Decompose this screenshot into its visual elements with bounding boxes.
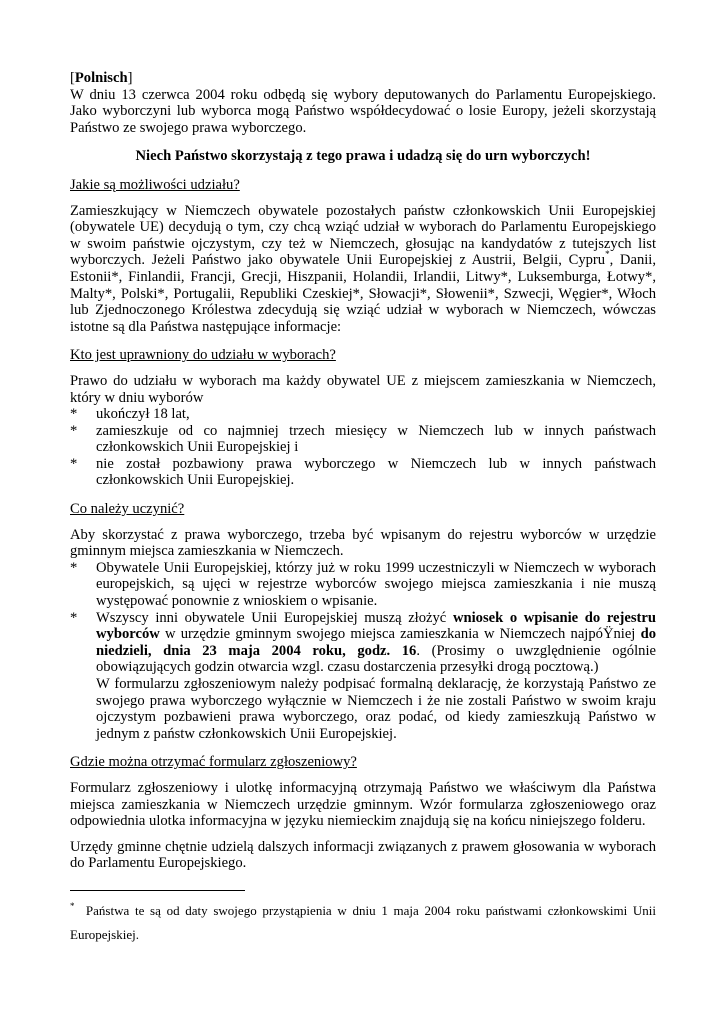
eligibility-paragraph: Prawo do udziału w wyborach ma każdy obywatel UE z miejscem zamieszkania w Niemczech, który w dniu wyborów [70,372,656,406]
section-heading-what-to-do: Co należy uczynić? [70,501,185,518]
what-to-do-paragraph: Aby skorzystać z prawa wyborczego, trzeba być wpisanym do rejestru wyborców w urzędzie gminnym miejsca zamieszkania w Niemczech. [70,526,656,560]
document-page [70,70,656,947]
where-form-paragraph: Formularz zgłoszeniowy i ulotkę informacyjną otrzymają Państwo we właściwym dla Państwa miejsca zamieszkania w Niemczech urzędzie gminnym. Wzór formularza zgłoszeniowego oraz odpowiednia ulotka informacyjna w języku niemieckim znajdują się na końcu niniejszego folderu. [70,779,656,830]
further-info-paragraph: Urzędy gminne chętnie udzielą dalszych informacji związanych z prawem głosowania w wyborach do Parlamentu Europejskiego. [70,838,656,872]
section-heading-where-form: Gdzie można otrzymać formularz zgłoszeniowy? [70,754,357,771]
list-item: * zamieszkuje od co najmniej trzech miesięcy w Niemczech lub w innych państwach członkowskich Unii Europejskiej i [70,422,656,456]
language-tag: [Polnisch] [70,70,133,86]
section-heading-participation: Jakie są możliwości udziału? [70,176,240,193]
form-declaration-paragraph: W formularzu zgłoszeniowym należy podpisać formalną deklarację, że korzystają Państwo ze swojego prawa wyborczego wyłącznie w Niemczech i że nie zostali Państwo w swoim kraju ojczystym pozbawieni prawa wyborczego, oraz podać, od kiedy zamieszkują Państwo w jednym z państw członkowskich Unii Europejskiej. [96,676,656,742]
list-item: * Wszyscy inni obywatele Unii Europejskiej muszą złożyć wniosek o wpisanie do rejestru wyborców w urzędzie gminnym swojego miejsca zamieszkania w Niemczech najpóŸniej do niedzieli, dnia 23 maja 2004 roku, godz. 16. (Prosimy o uwzględnienie ogólnie obowiązujących godzin otwarcia wzgl. czasu dostarczenia przesyłki drogą pocztową.) [70,609,656,676]
what-to-do-list [70,560,656,676]
appeal-heading: Niech Państwo skorzystają z tego prawa i udadzą się do urn wyborczych! [135,148,591,165]
footnote-reference: * [605,249,610,260]
list-item: * Obywatele Unii Europejskiej, którzy już w roku 1999 uczestniczyli w Niemczech w wyborach europejskich, są ujęci w rejestrze wyborców swojego miejsca zamieszkania i nie muszą występować ponownie z wnioskiem o wpisanie. [70,559,656,610]
language-label: Polnisch [74,70,128,86]
list-item: * nie został pozbawiony prawa wyborczego w Niemczech lub w innych państwach członkowskich Unii Europejskiej. [70,455,656,489]
footnote: * Państwa te są od daty swojego przystąpienia w dniu 1 maja 2004 roku państwami członkowskimi Unii Europejskiej. [70,900,656,942]
participation-paragraph: Zamieszkujący w Niemczech obywatele pozostałych państw członkowskich Unii Europejskiej (obywatele UE) decydują o tym, czy chcą wziąć udział w wyborach do Parlamentu Europejskiego w swoim państwie ojczystym, czy też w Niemczech, głosując na kandydatów z tutejszych list wyborczych. Jeżeli Państwo jako obywatele Unii Europejskiej z Austrii, Belgii, Cypru*, Danii, Estonii*, Finlandii, Francji, Grecji, Hiszpanii, Holandii, Irlandii, Litwy*, Luksemburga, Łotwy*, Malty*, Polski*, Portugalii, Republiki Czeskiej*, Słowacji*, Słowenii*, Szwecji, Węgier*, Włoch lub Zjednoczonego Królestwa zdecydują się wziąć udział w wyborach w Niemczech, wówczas istotne są dla Państwa następujące informacje: [70,202,656,335]
eligibility-list [70,406,656,489]
intro-paragraph: W dniu 13 czerwca 2004 roku odbędą się wybory deputowanych do Parlamentu Europejskiego. Jako wyborczyni lub wyborca mogą Państwo współdecydować o losie Europy, jeżeli skorzystają Państwo ze swojego prawa wyborczego. [70,86,656,136]
footnote-divider [70,890,245,891]
list-item: * ukończył 18 lat, [70,406,190,423]
section-heading-eligibility: Kto jest uprawniony do udziału w wyborach? [70,347,336,364]
